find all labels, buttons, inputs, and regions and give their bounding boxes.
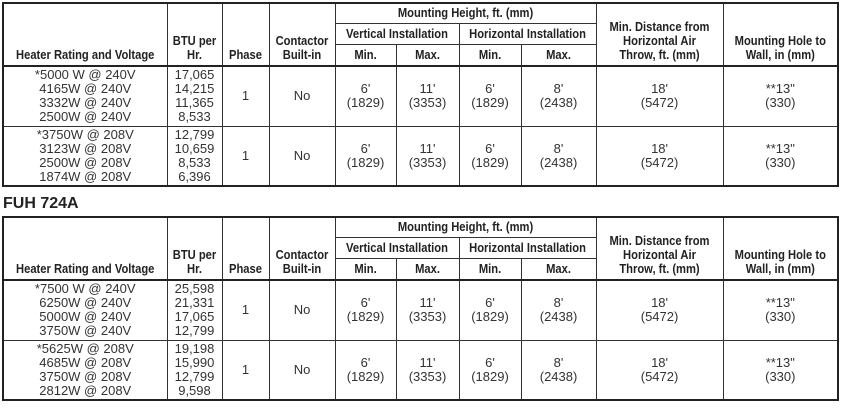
- air-throw-cell: [596, 66, 723, 126]
- btu-cell-line: 12,799: [174, 323, 215, 339]
- col-horizontal-installation: Horizontal Installation: [469, 23, 587, 44]
- col-horizontal-max: Max.: [526, 258, 591, 280]
- horizontal-max-cell-line: 8': [553, 81, 564, 97]
- btu-cell: [167, 340, 222, 400]
- btu-cell-line: 17,065: [174, 309, 215, 325]
- col-btu: BTU per Hr.: [171, 217, 218, 280]
- vertical-min-cell-line: 6': [360, 140, 371, 156]
- heater-rating-cell-line: *5000 W @ 240V: [34, 67, 136, 83]
- col-horizontal-min: Min.: [463, 258, 516, 280]
- horizontal-min-cell-line: (1829): [471, 368, 509, 384]
- col-horizontal-min: Min.: [463, 44, 516, 66]
- col-horizontal-max: Max.: [526, 44, 591, 66]
- table-row: [3, 340, 838, 400]
- horizontal-max-cell: [521, 340, 596, 400]
- btu-cell-line: 17,065: [174, 67, 215, 83]
- vertical-min-cell-line: (1829): [346, 368, 385, 384]
- col-heater-rating: Heater Rating and Voltage: [14, 217, 155, 280]
- heater-rating-cell-line: 3750W @ 240V: [39, 323, 132, 339]
- horizontal-max-cell: [521, 66, 596, 126]
- col-phase: Phase: [225, 217, 265, 280]
- table-row: [3, 126, 838, 186]
- table-header: [3, 3, 838, 66]
- mounting-hole-cell-line: **13": [765, 354, 795, 370]
- air-throw-cell-line: 18': [651, 140, 669, 156]
- vertical-min-cell-line: 6': [360, 295, 371, 311]
- col-min-distance-air-throw: Min. Distance from Horizontal Air Throw, ft. (mm): [605, 217, 714, 280]
- contactor-cell: No: [269, 340, 335, 400]
- col-horizontal-installation: Horizontal Installation: [469, 237, 587, 258]
- col-contactor: Contactor Built-in: [274, 217, 331, 280]
- col-vertical-installation: Vertical Installation: [344, 23, 451, 44]
- table-body: [3, 66, 838, 186]
- horizontal-max-cell: [521, 280, 596, 340]
- btu-cell: [167, 280, 222, 340]
- mounting-hole-cell: [723, 340, 838, 400]
- btu-cell-line: 14,215: [174, 81, 215, 97]
- vertical-min-cell-line: (1829): [346, 309, 385, 325]
- horizontal-min-cell-line: 6': [485, 295, 495, 311]
- horizontal-min-cell-line: (1829): [471, 95, 509, 111]
- vertical-max-cell-line: 11': [419, 295, 436, 311]
- col-phase: Phase: [225, 3, 265, 66]
- col-min-distance-air-throw: Min. Distance from Horizontal Air Throw, ft. (mm): [605, 3, 714, 66]
- vertical-max-cell-line: (3353): [408, 368, 447, 384]
- phase-cell: 1: [222, 66, 269, 126]
- horizontal-min-cell: [459, 66, 521, 126]
- air-throw-cell-line: 18': [651, 354, 669, 370]
- horizontal-max-cell-line: 8': [553, 295, 564, 311]
- table-row: [3, 280, 838, 340]
- horizontal-min-cell-line: 6': [485, 81, 495, 97]
- air-throw-cell-line: (5472): [640, 154, 679, 170]
- col-vertical-min: Min.: [339, 44, 391, 66]
- air-throw-cell-line: (5472): [640, 368, 679, 384]
- heater-rating-cell-line: 1874W @ 208V: [39, 168, 132, 184]
- col-mounting-height: Mounting Height, ft. (mm): [353, 217, 578, 237]
- vertical-max-cell: [396, 340, 459, 400]
- btu-cell-line: 21,331: [174, 295, 215, 311]
- btu-cell-line: 12,799: [174, 368, 215, 384]
- btu-cell-line: 25,598: [174, 281, 215, 297]
- heater-rating-cell-line: 4165W @ 240V: [39, 81, 132, 97]
- mounting-hole-cell-line: (330): [765, 309, 796, 325]
- vertical-min-cell-line: 6': [360, 81, 371, 97]
- table-title: FUH 724A: [3, 195, 79, 212]
- btu-cell-line: 19,198: [174, 340, 215, 356]
- air-throw-cell: [596, 340, 723, 400]
- heater-rating-cell-line: 3332W @ 240V: [39, 95, 132, 111]
- vertical-max-cell: [396, 280, 459, 340]
- vertical-min-cell: [335, 280, 396, 340]
- vertical-min-cell: [335, 66, 396, 126]
- heater-rating-cell: [3, 66, 167, 126]
- horizontal-min-cell-line: 6': [485, 354, 495, 370]
- horizontal-max-cell-line: (2438): [539, 309, 578, 325]
- heater-rating-cell-line: 4685W @ 208V: [39, 354, 132, 370]
- col-vertical-max: Max.: [400, 44, 454, 66]
- mounting-hole-cell-line: (330): [765, 368, 796, 384]
- btu-cell-line: 8,533: [178, 109, 211, 125]
- horizontal-max-cell: [521, 126, 596, 186]
- air-throw-cell-line: 18': [651, 295, 669, 311]
- air-throw-cell: [596, 126, 723, 186]
- heater-spec-table: [2, 2, 839, 187]
- vertical-max-cell-line: (3353): [408, 95, 447, 111]
- mounting-hole-cell-line: **13": [765, 140, 795, 156]
- heater-rating-cell: [3, 280, 167, 340]
- horizontal-max-cell-line: 8': [553, 354, 564, 370]
- horizontal-min-cell: [459, 280, 521, 340]
- heater-spec-table: [2, 216, 839, 401]
- col-mounting-hole: Mounting Hole to Wall, in (mm): [731, 3, 830, 66]
- mounting-hole-cell: [723, 126, 838, 186]
- contactor-cell: No: [269, 66, 335, 126]
- col-vertical-max: Max.: [400, 258, 454, 280]
- vertical-max-cell: [396, 126, 459, 186]
- horizontal-min-cell-line: 6': [485, 140, 495, 156]
- air-throw-cell: [596, 280, 723, 340]
- vertical-min-cell-line: 6': [360, 354, 371, 370]
- col-vertical-installation: Vertical Installation: [344, 237, 451, 258]
- heater-rating-cell: [3, 126, 167, 186]
- air-throw-cell-line: 18': [651, 81, 669, 97]
- mounting-hole-cell: [723, 66, 838, 126]
- heater-rating-cell-line: 2812W @ 208V: [39, 382, 132, 398]
- vertical-max-cell-line: 11': [419, 81, 436, 97]
- horizontal-max-cell-line: (2438): [539, 368, 578, 384]
- btu-cell: [167, 66, 222, 126]
- vertical-max-cell-line: 11': [419, 140, 436, 156]
- vertical-max-cell-line: (3353): [408, 309, 447, 325]
- btu-cell-line: 11,365: [175, 95, 214, 111]
- heater-rating-cell-line: 2500W @ 240V: [39, 109, 132, 125]
- heater-rating-cell-line: 3123W @ 208V: [39, 140, 132, 156]
- table-row: [3, 66, 838, 126]
- vertical-min-cell-line: (1829): [346, 95, 385, 111]
- col-heater-rating: Heater Rating and Voltage: [14, 3, 155, 66]
- air-throw-cell-line: (5472): [640, 95, 679, 111]
- vertical-max-cell-line: (3353): [408, 154, 447, 170]
- vertical-max-cell: [396, 66, 459, 126]
- horizontal-max-cell-line: 8': [553, 140, 564, 156]
- horizontal-max-cell-line: (2438): [539, 95, 578, 111]
- phase-cell: 1: [222, 280, 269, 340]
- col-vertical-min: Min.: [339, 258, 391, 280]
- heater-rating-cell-line: *5625W @ 208V: [36, 340, 134, 356]
- col-contactor: Contactor Built-in: [274, 3, 331, 66]
- contactor-cell: No: [269, 280, 335, 340]
- vertical-max-cell-line: 11': [419, 354, 436, 370]
- vertical-min-cell: [335, 126, 396, 186]
- btu-cell-line: 10,659: [174, 140, 215, 156]
- horizontal-min-cell: [459, 126, 521, 186]
- table-header: [3, 217, 838, 280]
- heater-rating-cell-line: 6250W @ 240V: [39, 295, 132, 311]
- vertical-min-cell: [335, 340, 396, 400]
- col-mounting-height: Mounting Height, ft. (mm): [353, 3, 578, 23]
- btu-cell-line: 6,396: [178, 168, 211, 184]
- btu-cell-line: 12,799: [174, 126, 215, 142]
- btu-cell-line: 9,598: [178, 382, 211, 398]
- mounting-hole-cell-line: (330): [765, 154, 796, 170]
- horizontal-min-cell: [459, 340, 521, 400]
- contactor-cell: No: [269, 126, 335, 186]
- phase-cell: 1: [222, 126, 269, 186]
- btu-cell-line: 15,990: [174, 354, 215, 370]
- heater-rating-cell: [3, 340, 167, 400]
- mounting-hole-cell-line: **13": [765, 81, 795, 97]
- heater-rating-cell-line: *3750W @ 208V: [36, 126, 134, 142]
- col-mounting-hole: Mounting Hole to Wall, in (mm): [731, 217, 830, 280]
- air-throw-cell-line: (5472): [640, 309, 679, 325]
- phase-cell: 1: [222, 340, 269, 400]
- heater-rating-cell-line: 3750W @ 208V: [39, 368, 132, 384]
- btu-cell-line: 8,533: [178, 154, 211, 170]
- horizontal-max-cell-line: (2438): [539, 154, 578, 170]
- heater-rating-cell-line: 5000W @ 240V: [39, 309, 132, 325]
- heater-rating-cell-line: 2500W @ 208V: [39, 154, 132, 170]
- horizontal-min-cell-line: (1829): [471, 309, 509, 325]
- heater-rating-cell-line: *7500 W @ 240V: [34, 281, 136, 297]
- table-body: [3, 280, 838, 400]
- mounting-hole-cell: [723, 280, 838, 340]
- mounting-hole-cell-line: **13": [765, 295, 795, 311]
- vertical-min-cell-line: (1829): [346, 154, 385, 170]
- horizontal-min-cell-line: (1829): [471, 154, 509, 170]
- col-btu: BTU per Hr.: [171, 3, 218, 66]
- btu-cell: [167, 126, 222, 186]
- mounting-hole-cell-line: (330): [765, 95, 796, 111]
